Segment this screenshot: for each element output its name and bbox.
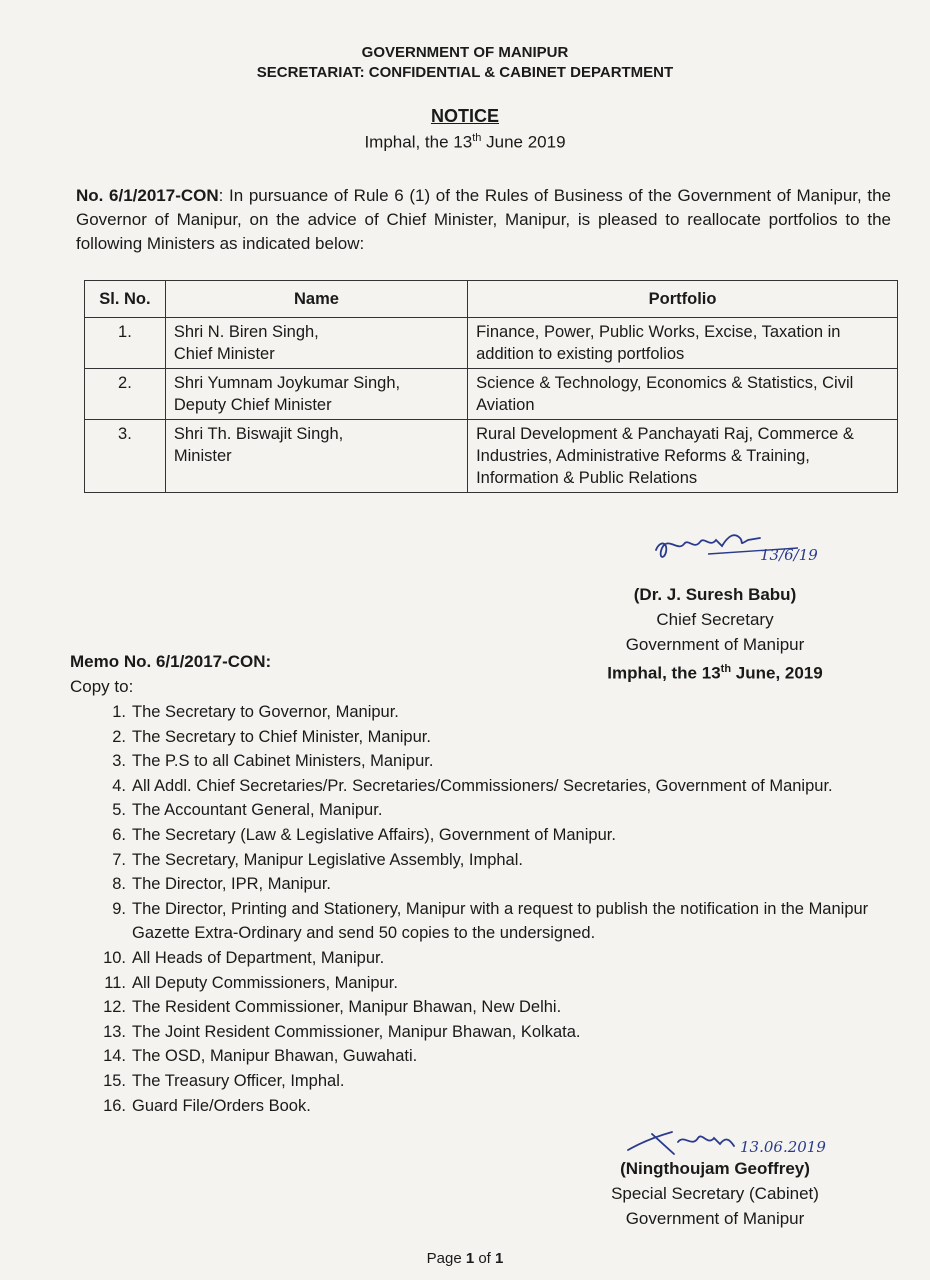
table-row: [85, 318, 898, 369]
header-line-2: SECRETARIAT: CONFIDENTIAL & CABINET DEPARTMENT: [256, 64, 674, 81]
special-secretary-block: [555, 1156, 875, 1231]
list-item: 7. The Secretary, Manipur Legislative Assembly, Imphal.: [112, 850, 523, 869]
notice-title: NOTICE: [430, 106, 499, 126]
column-header-sl: Sl. No.: [85, 281, 166, 318]
list-item: 8. The Director, IPR, Manipur.: [112, 875, 331, 894]
list-item: 11. All Deputy Commissioners, Manipur.: [104, 973, 398, 992]
list-item: 15. The Treasury Officer, Imphal.: [103, 1071, 345, 1090]
memo-number: Memo No. 6/1/2017-CON:: [70, 652, 272, 671]
signatory-designation: Chief Secretary: [656, 610, 774, 629]
signatory-org: Government of Manipur: [625, 1209, 805, 1228]
cell-name: Shri N. Biren Singh, Chief Minister: [165, 318, 467, 369]
cell-portfolio: Science & Technology, Economics & Statistics, Civil Aviation: [468, 369, 898, 420]
list-item: 4. All Addl. Chief Secretaries/Pr. Secretaries/Commissioners/ Secretaries, Government of Manipur.: [112, 776, 833, 795]
portfolio-table: [84, 280, 898, 493]
signatory-designation: Special Secretary (Cabinet): [611, 1184, 819, 1203]
list-item: 3. The P.S to all Cabinet Ministers, Manipur.: [112, 752, 434, 771]
table-row: [85, 420, 898, 493]
notice-date: Imphal, the 13th June 2019: [364, 132, 566, 152]
table-row: [85, 369, 898, 420]
signatory-org: Government of Manipur: [625, 635, 805, 654]
signatory-date: Imphal, the 13th June, 2019: [607, 663, 823, 683]
column-header-portfolio: Portfolio: [468, 281, 898, 318]
list-item: 14. The OSD, Manipur Bhawan, Guwahati.: [103, 1047, 418, 1066]
list-item: 9. The Director, Printing and Stationery, Manipur with a request to publish the notification in the Manipur Gazette Extra-Ordinary and send 50 copies to the undersigned.: [112, 899, 869, 943]
cell-portfolio: Finance, Power, Public Works, Excise, Taxation in addition to existing portfolios: [468, 318, 898, 369]
cell-sl: 3.: [85, 420, 166, 493]
list-item: 6. The Secretary (Law & Legislative Affairs), Government of Manipur.: [112, 825, 616, 844]
list-item: 16. Guard File/Orders Book.: [103, 1096, 311, 1115]
header-line-1: GOVERNMENT OF MANIPUR: [361, 44, 569, 61]
notice-ref-number: No. 6/1/2017-CON: [76, 186, 219, 205]
chief-secretary-block: [560, 582, 870, 686]
signature-date: 13/6/19: [760, 546, 818, 564]
list-item: 2. The Secretary to Chief Minister, Manipur.: [112, 727, 431, 746]
cell-portfolio: Rural Development & Panchayati Raj, Commerce & Industries, Administrative Reforms & Training, Information & Public Relations: [468, 420, 898, 493]
column-header-name: Name: [165, 281, 467, 318]
list-item: 12. The Resident Commissioner, Manipur Bhawan, New Delhi.: [103, 998, 562, 1017]
signatory-name: (Ningthoujam Geoffrey): [620, 1159, 810, 1178]
cell-sl: 2.: [85, 369, 166, 420]
table-header-row: [85, 281, 898, 318]
signature-date: 13.06.2019: [740, 1138, 826, 1156]
chief-secretary-signature: [648, 522, 828, 572]
recipient-list: [92, 700, 882, 1118]
notice-body: No. 6/1/2017-CON: In pursuance of Rule 6 (1) of the Rules of Business of the Government of Manipur, the Governor of Manipur, on the advice of Chief Minister, Manipur, is pleased to reallocate portfolios to the following Ministers as indicated below:: [76, 186, 891, 253]
cell-name: Shri Yumnam Joykumar Singh, Deputy Chief Minister: [165, 369, 467, 420]
list-item: 1. The Secretary to Governor, Manipur.: [112, 703, 399, 721]
cell-name: Shri Th. Biswajit Singh, Minister: [165, 420, 467, 493]
list-item: 5. The Accountant General, Manipur.: [112, 801, 383, 820]
list-item: 13. The Joint Resident Commissioner, Manipur Bhawan, Kolkata.: [103, 1022, 581, 1041]
page-number: Page 1 of 1: [426, 1250, 504, 1267]
list-item: 10. All Heads of Department, Manipur.: [103, 948, 385, 967]
cell-sl: 1.: [85, 318, 166, 369]
signatory-name: (Dr. J. Suresh Babu): [633, 585, 797, 604]
copy-to-label: Copy to:: [70, 677, 134, 696]
